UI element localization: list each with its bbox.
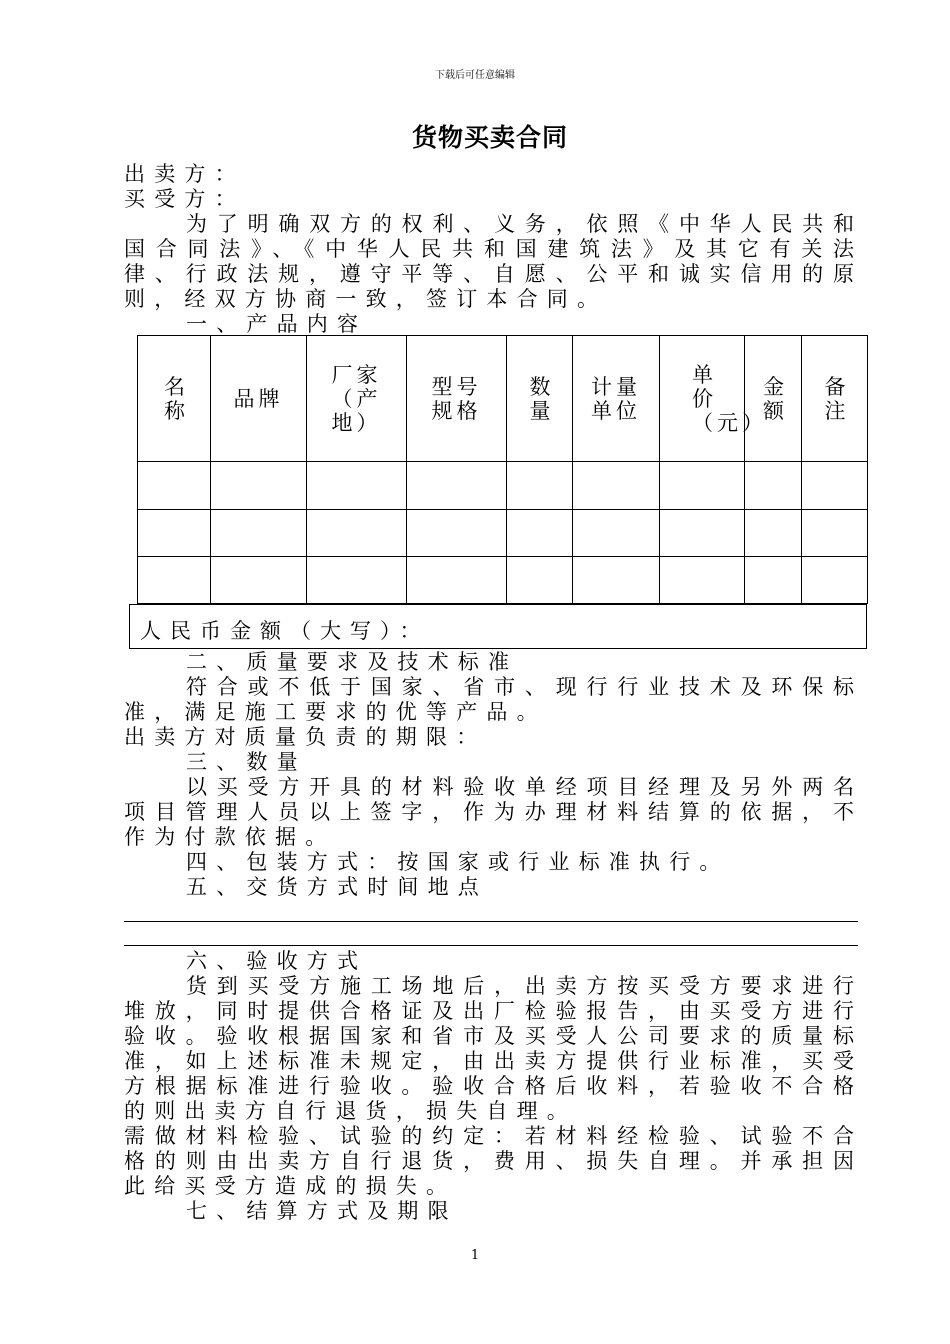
buyer-label: 买受方： <box>124 187 245 211</box>
rmb-amount-box <box>129 604 867 649</box>
section-2-text: 出卖方对质量负责的期限： <box>124 725 487 749</box>
section-7-heading: 七、结算方式及期限 <box>186 1199 458 1223</box>
header-manufacturer: 厂家（产地） <box>307 336 407 462</box>
section-2-heading: 二、质量要求及技术标准 <box>186 650 519 674</box>
section-6-text: 的则出卖方自行退货，损失自理。 <box>124 1099 577 1123</box>
section-6-text: 准，如上述标准未规定，由出卖方提供行业标准，买受 <box>124 1049 854 1073</box>
section-6-heading: 六、验收方式 <box>186 949 368 973</box>
page-number: 1 <box>470 1248 480 1263</box>
product-table <box>137 335 868 604</box>
section-2-text: 符合或不低于国家、省市、现行行业技术及环保标 <box>186 675 854 699</box>
header-brand: 品牌 <box>211 336 307 462</box>
contract-title: 货物买卖合同 <box>411 123 568 152</box>
header-quantity: 数量 <box>507 336 573 462</box>
header-model: 型号规格 <box>407 336 507 462</box>
section-6-text: 验收。验收根据国家和省市及买受人公司要求的质量标 <box>124 1024 854 1048</box>
section-5-heading: 五、交货方式时间地点 <box>186 875 488 899</box>
table-row <box>138 462 868 510</box>
section-3-heading: 三、数量 <box>186 750 307 774</box>
header-name: 名称 <box>138 336 211 462</box>
section-6-text: 格的则由出卖方自行退货，费用、损失自理。并承担因 <box>124 1149 854 1173</box>
section-6-text: 此给买受方造成的损失。 <box>124 1174 457 1198</box>
section-6-text: 需做材料检验、试验的约定：若材料经检验、试验不合 <box>124 1124 854 1148</box>
intro-line: 则，经双方协商一致，签订本合同。 <box>124 287 608 311</box>
table-header-row <box>138 336 868 462</box>
table-row <box>138 557 868 604</box>
header-unit-price: 单价（元） <box>660 336 745 462</box>
page-header: 下载后可任意编辑 <box>435 70 515 81</box>
header-unit: 计量单位 <box>573 336 660 462</box>
table-row <box>138 510 868 557</box>
intro-line: 律、行政法规，遵守平等、自愿、公平和诚实信用的原 <box>124 262 854 286</box>
blank-fill-line <box>124 945 858 946</box>
intro-line: 为了明确双方的权利、义务，依照《中华人民共和 <box>186 212 854 236</box>
section-4-heading: 四、包装方式：按国家或行业标准执行。 <box>186 850 730 874</box>
seller-label: 出卖方： <box>124 162 245 186</box>
section-2-text: 准，满足施工要求的优等产品。 <box>124 700 547 724</box>
blank-fill-line <box>124 921 858 922</box>
section-6-text: 货到买受方施工场地后，出卖方按买受方要求进行 <box>186 974 854 998</box>
header-amount: 金额 <box>745 336 802 462</box>
intro-line: 国合同法》、《中华人民共和国建筑法》及其它有关法 <box>124 237 854 261</box>
section-6-text: 方根据标准进行验收。验收合格后收料，若验收不合格 <box>124 1074 854 1098</box>
rmb-amount-label: 人民币金额（大写）： <box>140 619 430 643</box>
section-3-text: 项目管理人员以上签字，作为办理材料结算的依据，不 <box>124 800 854 824</box>
header-remarks: 备注 <box>802 336 868 462</box>
section-1-heading: 一、产品内容 <box>186 312 368 336</box>
section-6-text: 堆放，同时提供合格证及出厂检验报告，由买受方进行 <box>124 999 854 1023</box>
section-3-text: 以买受方开具的材料验收单经项目经理及另外两名 <box>186 775 854 799</box>
section-3-text: 作为付款依据。 <box>124 825 336 849</box>
